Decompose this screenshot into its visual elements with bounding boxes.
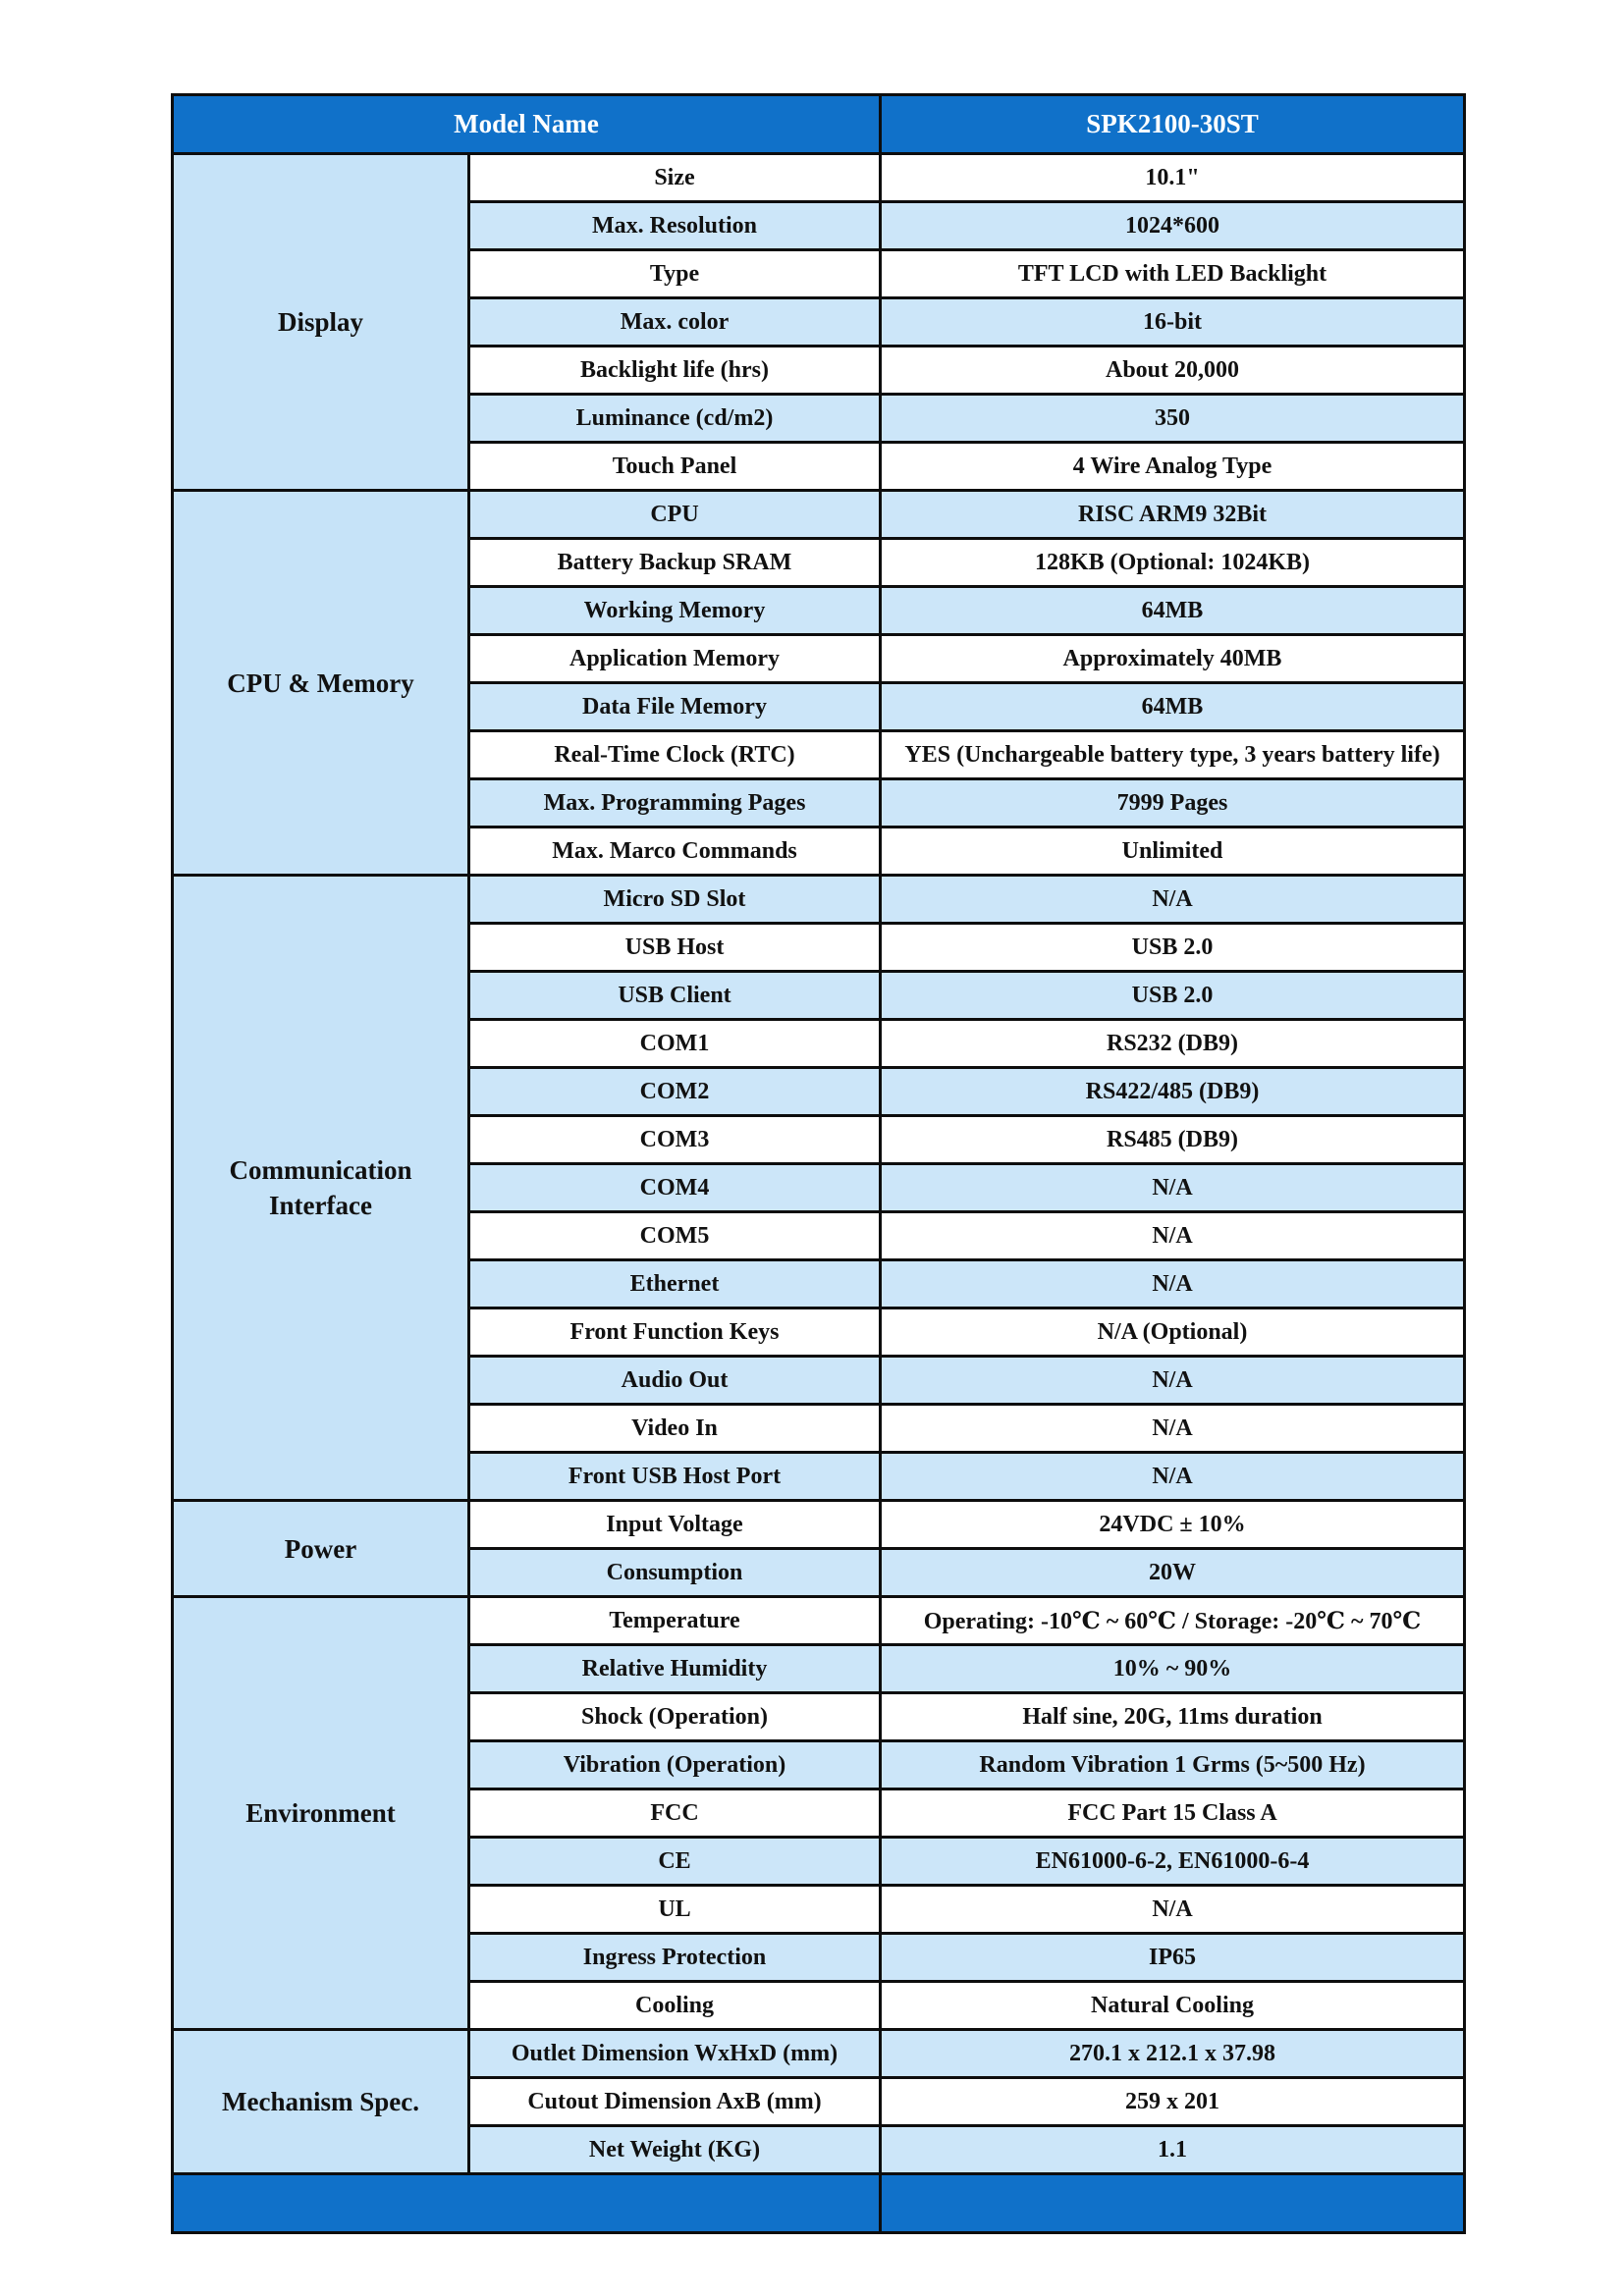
- spec-label: Battery Backup SRAM: [469, 539, 881, 587]
- spec-value: RS232 (DB9): [881, 1020, 1465, 1068]
- spec-label: Video In: [469, 1405, 881, 1453]
- spec-value: N/A: [881, 1886, 1465, 1934]
- spec-label: Consumption: [469, 1549, 881, 1597]
- spec-label: Cooling: [469, 1982, 881, 2030]
- spec-label: FCC: [469, 1789, 881, 1838]
- spec-value: EN61000-6-2, EN61000-6-4: [881, 1838, 1465, 1886]
- spec-value: 1024*600: [881, 202, 1465, 250]
- spec-row: [173, 1597, 1465, 1645]
- spec-value: 10.1": [881, 154, 1465, 202]
- spec-label: Net Weight (KG): [469, 2126, 881, 2174]
- spec-value: 10% ~ 90%: [881, 1645, 1465, 1693]
- spec-label: Max. color: [469, 298, 881, 347]
- spec-value: Approximately 40MB: [881, 635, 1465, 683]
- spec-label: Max. Programming Pages: [469, 779, 881, 828]
- spec-label: Luminance (cd/m2): [469, 395, 881, 443]
- spec-value: 7999 Pages: [881, 779, 1465, 828]
- spec-value: RS422/485 (DB9): [881, 1068, 1465, 1116]
- spec-label: Working Memory: [469, 587, 881, 635]
- spec-label: Ethernet: [469, 1260, 881, 1308]
- footer-right-cell: [881, 2174, 1465, 2233]
- spec-value: IP65: [881, 1934, 1465, 1982]
- spec-label: Front Function Keys: [469, 1308, 881, 1357]
- spec-value: N/A: [881, 1164, 1465, 1212]
- spec-value: Natural Cooling: [881, 1982, 1465, 2030]
- spec-value: Unlimited: [881, 828, 1465, 876]
- spec-value: TFT LCD with LED Backlight: [881, 250, 1465, 298]
- spec-label: COM3: [469, 1116, 881, 1164]
- spec-label: Data File Memory: [469, 683, 881, 731]
- spec-value: YES (Unchargeable battery type, 3 years battery life): [881, 731, 1465, 779]
- spec-label: CE: [469, 1838, 881, 1886]
- spec-label: Application Memory: [469, 635, 881, 683]
- spec-label: Front USB Host Port: [469, 1453, 881, 1501]
- spec-value: N/A: [881, 876, 1465, 924]
- footer-left-cell: [173, 2174, 881, 2233]
- spec-label: CPU: [469, 491, 881, 539]
- spec-label: Backlight life (hrs): [469, 347, 881, 395]
- spec-value: 1.1: [881, 2126, 1465, 2174]
- spec-label: Type: [469, 250, 881, 298]
- spec-value: 128KB (Optional: 1024KB): [881, 539, 1465, 587]
- spec-value: N/A: [881, 1405, 1465, 1453]
- spec-label: Max. Marco Commands: [469, 828, 881, 876]
- spec-label: Relative Humidity: [469, 1645, 881, 1693]
- spec-label: COM2: [469, 1068, 881, 1116]
- spec-value: RISC ARM9 32Bit: [881, 491, 1465, 539]
- spec-value: RS485 (DB9): [881, 1116, 1465, 1164]
- spec-label: UL: [469, 1886, 881, 1934]
- spec-value: 64MB: [881, 683, 1465, 731]
- spec-value: 20W: [881, 1549, 1465, 1597]
- spec-label: USB Host: [469, 924, 881, 972]
- spec-label: Touch Panel: [469, 443, 881, 491]
- spec-value: N/A: [881, 1212, 1465, 1260]
- spec-value: N/A: [881, 1453, 1465, 1501]
- spec-label: Size: [469, 154, 881, 202]
- spec-label: Cutout Dimension AxB (mm): [469, 2078, 881, 2126]
- spec-value: N/A: [881, 1260, 1465, 1308]
- header-row: [173, 95, 1465, 154]
- spec-value: 350: [881, 395, 1465, 443]
- spec-label: Temperature: [469, 1597, 881, 1645]
- spec-label: Ingress Protection: [469, 1934, 881, 1982]
- spec-value: USB 2.0: [881, 924, 1465, 972]
- spec-value: FCC Part 15 Class A: [881, 1789, 1465, 1838]
- footer-row: [173, 2174, 1465, 2233]
- spec-value: Operating: -10℃ ~ 60℃ / Storage: -20℃ ~ 70℃: [881, 1597, 1465, 1645]
- model-name-value: SPK2100-30ST: [881, 95, 1465, 154]
- category-cell: Display: [173, 154, 469, 491]
- spec-value: 270.1 x 212.1 x 37.98: [881, 2030, 1465, 2078]
- spec-label: Vibration (Operation): [469, 1741, 881, 1789]
- spec-value: 24VDC ± 10%: [881, 1501, 1465, 1549]
- model-name-label: Model Name: [173, 95, 881, 154]
- spec-table: [171, 93, 1466, 2234]
- spec-label: Real-Time Clock (RTC): [469, 731, 881, 779]
- category-cell: Communication Interface: [173, 876, 469, 1501]
- category-cell: Environment: [173, 1597, 469, 2030]
- spec-value: 64MB: [881, 587, 1465, 635]
- spec-value: Half sine, 20G, 11ms duration: [881, 1693, 1465, 1741]
- spec-label: Audio Out: [469, 1357, 881, 1405]
- category-cell: Mechanism Spec.: [173, 2030, 469, 2174]
- spec-row: [173, 491, 1465, 539]
- spec-label: USB Client: [469, 972, 881, 1020]
- spec-value: Random Vibration 1 Grms (5~500 Hz): [881, 1741, 1465, 1789]
- spec-label: COM5: [469, 1212, 881, 1260]
- spec-row: [173, 876, 1465, 924]
- spec-value: N/A (Optional): [881, 1308, 1465, 1357]
- spec-label: Input Voltage: [469, 1501, 881, 1549]
- spec-body: [173, 154, 1465, 2174]
- spec-row: [173, 1501, 1465, 1549]
- spec-label: Max. Resolution: [469, 202, 881, 250]
- category-cell: CPU & Memory: [173, 491, 469, 876]
- spec-row: [173, 154, 1465, 202]
- spec-label: COM1: [469, 1020, 881, 1068]
- spec-label: Micro SD Slot: [469, 876, 881, 924]
- spec-label: Shock (Operation): [469, 1693, 881, 1741]
- spec-value: 259 x 201: [881, 2078, 1465, 2126]
- spec-row: [173, 2030, 1465, 2078]
- spec-value: 16-bit: [881, 298, 1465, 347]
- category-cell: Power: [173, 1501, 469, 1597]
- spec-value: N/A: [881, 1357, 1465, 1405]
- spec-value: USB 2.0: [881, 972, 1465, 1020]
- spec-value: About 20,000: [881, 347, 1465, 395]
- spec-label: COM4: [469, 1164, 881, 1212]
- spec-label: Outlet Dimension WxHxD (mm): [469, 2030, 881, 2078]
- spec-value: 4 Wire Analog Type: [881, 443, 1465, 491]
